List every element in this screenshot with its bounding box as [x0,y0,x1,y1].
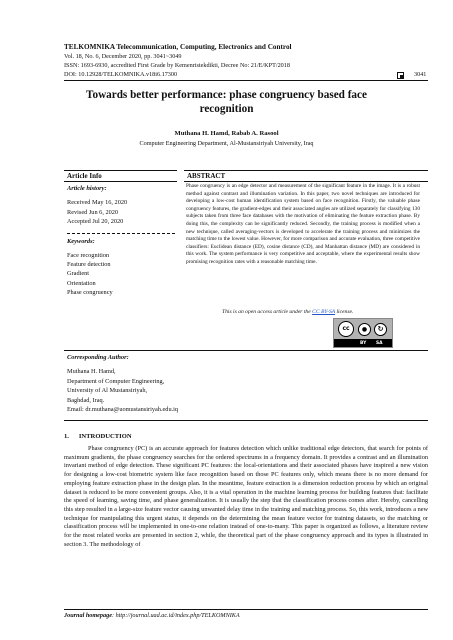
history-accepted: Accepted Jul 20, 2020 [67,218,124,226]
article-info-top-rule [64,170,177,171]
authors: Muthana H. Hamd, Rabab A. Rasool [174,130,279,137]
open-access-suffix: license. [335,309,354,315]
article-history-list [67,198,127,227]
paper-title-line-1: Towards better performance: phase congruency based face [86,89,367,101]
volume-line: Vol. 18, No. 6, December 2020, pp. 3041~3049 [64,53,182,60]
corresponding-author-university: University of Al Mustansiriyah, [67,387,148,395]
journal-title: TELKOMNIKA Telecommunication, Computing, Electronics and Control [64,43,292,51]
keyword-item: Face recognition [67,252,110,259]
article-info-divider [67,233,175,234]
keyword-item: Orientation [67,279,96,287]
cc-badge-sa-label: SA [376,341,383,346]
introduction-heading: 1. INTRODUCTION [64,433,132,440]
page-square-icon [397,72,404,79]
header-divider [64,80,428,81]
introduction-paragraph: Phase congruency (PC) is an accurate approach for features detection which unlike traditional edge detectors, that search for points of maximum gradients, the phase congruency searches for the ordered spectrums in a frequency domain. It provides a contrast and an illumination invariant method of edge detection. These significant PC features: the local-orientations and their associated phases have inspired a new vision for designing a low-cost biometric system like face recognition based on those PC features only, which means there is no more demand for employing feature extraction phase in the design plan. In the meantime, feature extraction is a dimension reduction process by which an original dataset is reduced to be more convenient groups. Also, it is a vital operation in the machine learning process for building features that: facilitate the speed of learning, saving time, and phase generalization. It is usually the step that the classification process comes after. Hereby, cancelling this step resulted in a large-size feature vector causing unwanted delay time in the training and matching process. So, this work, introduces a new technique for manipulating this urgent status, it depends on the determining the mean feature vector for training datasets, so the matching or classification process will be implemented in one-to-one relation instead of one-to-many. This paper is organized as follows, a literature review for the most related works are presented in section 2, while, the theoretical part of the phase congruency approach and its types is illustrated in section 3. The methodology of [64,445,428,548]
abstract-heading: ABSTRACT [187,172,226,180]
cc-by-sa-link[interactable]: CC BY-SA [312,309,336,315]
corresponding-author-department: Department of Computer Engineering, [67,377,165,385]
corresponding-author-email: Email: dr.muthana@uomustansiriyah.edu.iq [67,406,179,414]
journal-homepage-footer [64,612,240,619]
cc-icon: cc [338,321,354,337]
article-history-heading: Article history: [67,185,107,192]
abstract-bottom-rule [184,181,428,182]
sa-share-icon: ↻ [374,323,387,336]
by-person-icon: ● [358,323,371,336]
page-number: 3041 [414,71,427,78]
corresponding-author-details [67,367,178,415]
article-info-heading: Article Info [67,172,102,180]
corresponding-author-name: Muthana H. Hamd, [67,368,116,375]
abstract-section-end-rule [64,350,428,351]
introduction-body [64,445,428,549]
abstract-text: Phase congruency is an edge detector and measurement of the significant feature in the image. It is a robust method against contrast and illumination variation. In this paper, two novel techniques are introduced for developing a low-cost human identification system based on face recognition. Firstly, the valuable phase congruency features, the gradient-edges and their associated angles are utilized separately for classifying 130 subjects taken from three face databases with the motivation of eliminating the feature extraction phase. By doing this, the complexity can be significantly reduced. Secondly, the training process is modified when a new technique, called averaging-vectors is developed to accelerate the training process and minimizes the matching time to the lowest value. However, for more comparison and accurate evaluation, three competitive classifiers: Euclidean distance (ED), cosine distance (CD), and Manhattan distance (MD) are considered in this work. The system performance is very competitive and acceptable, where the experimental results show promising recognition rates with a reasonable matching time. [186,183,420,265]
corresponding-end-rule [64,420,428,421]
history-received: Received May 16, 2020 [67,199,128,206]
keyword-item: Feature detection [67,261,111,269]
abstract-top-rule [184,170,428,171]
open-access-line [222,309,353,315]
paper-title [64,88,389,116]
article-info-bottom-rule [64,181,177,182]
cc-badge-by-label: BY [360,341,367,346]
footer-divider [64,609,428,610]
paper-title-line-2: recognition [199,103,254,115]
keyword-item: Phase congruency [67,288,113,296]
affiliation: Computer Engineering Department, Al-Mustansiriyah University, Iraq [139,140,314,147]
doi-line: DOI: 10.12928/TELKOMNIKA.v18i6.17300 [64,71,178,78]
cc-by-sa-badge[interactable] [333,318,393,348]
keywords-heading: Keywords: [67,238,95,245]
issn-line: ISSN: 1693-6930, accredited First Grade by Kemenristekdikti, Decree No: 21/E/KPT/2018 [64,62,290,69]
corresponding-author-city: Baghdad, Iraq. [67,396,105,404]
footer-url[interactable]: : http://journal.uad.ac.id/index.php/TELKOMNIKA [111,612,240,619]
keywords-list [67,251,113,297]
history-revised: Revised Jun 6, 2020 [67,208,119,216]
footer-label: Journal homepage [64,612,112,619]
open-access-prefix: This is an open access article under the [222,309,313,315]
keyword-item: Gradient [67,270,90,278]
corresponding-author-heading: Corresponding Author: [67,354,129,361]
